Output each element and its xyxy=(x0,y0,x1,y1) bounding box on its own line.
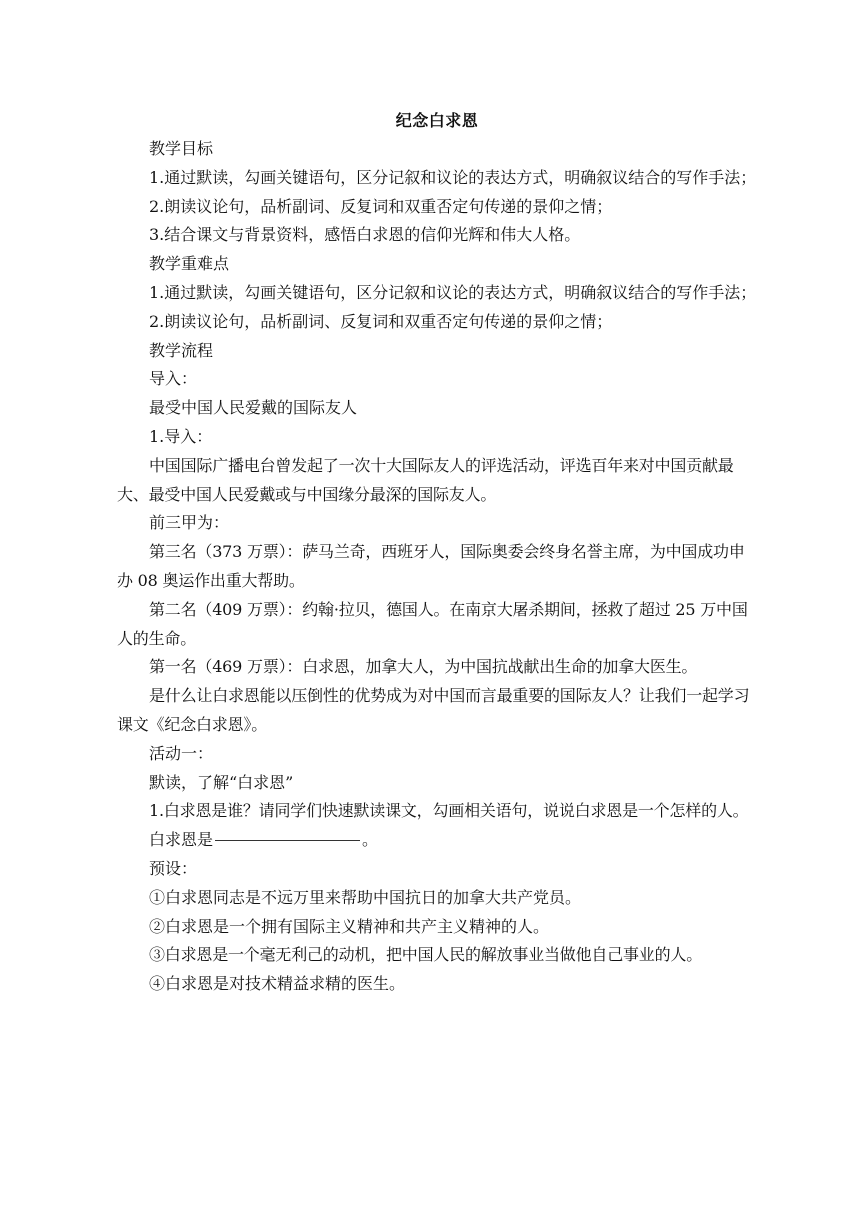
activity-1-title: 默读，了解“白求恩” xyxy=(149,772,294,792)
preset-answer-2: ②白求恩是一个拥有国际主义精神和共产主义精神的人。 xyxy=(149,916,550,936)
first-place: 第一名（469 万票）：白求恩，加拿大人，为中国抗战献出生命的加拿大医生。 xyxy=(149,657,698,677)
heading-teaching-goals: 教学目标 xyxy=(149,139,214,158)
intro-step-1: 1.导入： xyxy=(149,426,213,446)
intro-paragraph: 中国国际广播电台曾发起了一次十大国际友人的评选活动，评选百年来对中国贡献最大、最受中国人民爱戴或与中国缘分最深的国际友人。 xyxy=(117,455,734,504)
document-body xyxy=(117,107,757,999)
activity-1-question: 1.白求恩是谁？请同学们快速默读课文，勾画相关语句，说说白求恩是一个怎样的人。 xyxy=(149,801,749,821)
preset-answer-1: ①白求恩同志是不远万里来帮助中国抗日的加拿大共产党员。 xyxy=(149,887,582,907)
key-point-1: 1.通过默读，勾画关键语句，区分记叙和议论的表达方式，明确叙议结合的写作手法； xyxy=(149,282,757,302)
goal-1: 1.通过默读，勾画关键语句，区分记叙和议论的表达方式，明确叙议结合的写作手法； xyxy=(149,167,757,187)
key-point-2: 2.朗读议论句，品析副词、反复词和双重否定句传递的景仰之情； xyxy=(149,311,613,331)
preset-answer-3: ③白求恩是一个毫无利己的动机，把中国人民的解放事业当做他自己事业的人。 xyxy=(149,945,703,965)
fill-in-blank-line xyxy=(117,826,757,855)
activity-1-label: 活动一： xyxy=(149,743,214,763)
document-title: 纪念白求恩 xyxy=(395,111,479,130)
intro-label: 导入： xyxy=(149,369,198,389)
preset-label: 预设： xyxy=(149,858,198,878)
goal-2: 2.朗读议论句，品析副词、反复词和双重否定句传递的景仰之情； xyxy=(149,196,613,216)
second-place: 第二名（409 万票）：约翰·拉贝，德国人。在南京大屠杀期间，拯救了超过 25 万中国人的生命。 xyxy=(117,599,748,648)
fill-prefix: 白求恩是 xyxy=(149,830,214,850)
fill-suffix: 。 xyxy=(362,830,379,850)
intro-subtitle: 最受中国人民爱戴的国际友人 xyxy=(149,398,358,418)
preset-answer-4: ④白求恩是对技术精益求精的医生。 xyxy=(149,974,406,994)
top-three-label: 前三甲为： xyxy=(149,513,230,533)
answer-blank xyxy=(215,840,360,841)
goal-3: 3.结合课文与背景资料，感悟白求恩的信仰光辉和伟大人格。 xyxy=(149,225,581,245)
third-place: 第三名（373 万票）：萨马兰奇，西班牙人，国际奥委会终身名誉主席，为中国成功申办 08 奥运作出重大帮助。 xyxy=(117,542,745,590)
heading-teaching-process: 教学流程 xyxy=(149,340,214,360)
heading-key-points: 教学重难点 xyxy=(149,254,230,274)
transition-question: 是什么让白求恩能以压倒性的优势成为对中国而言最重要的国际友人？让我们一起学习课文《纪念白求恩》。 xyxy=(117,686,750,734)
